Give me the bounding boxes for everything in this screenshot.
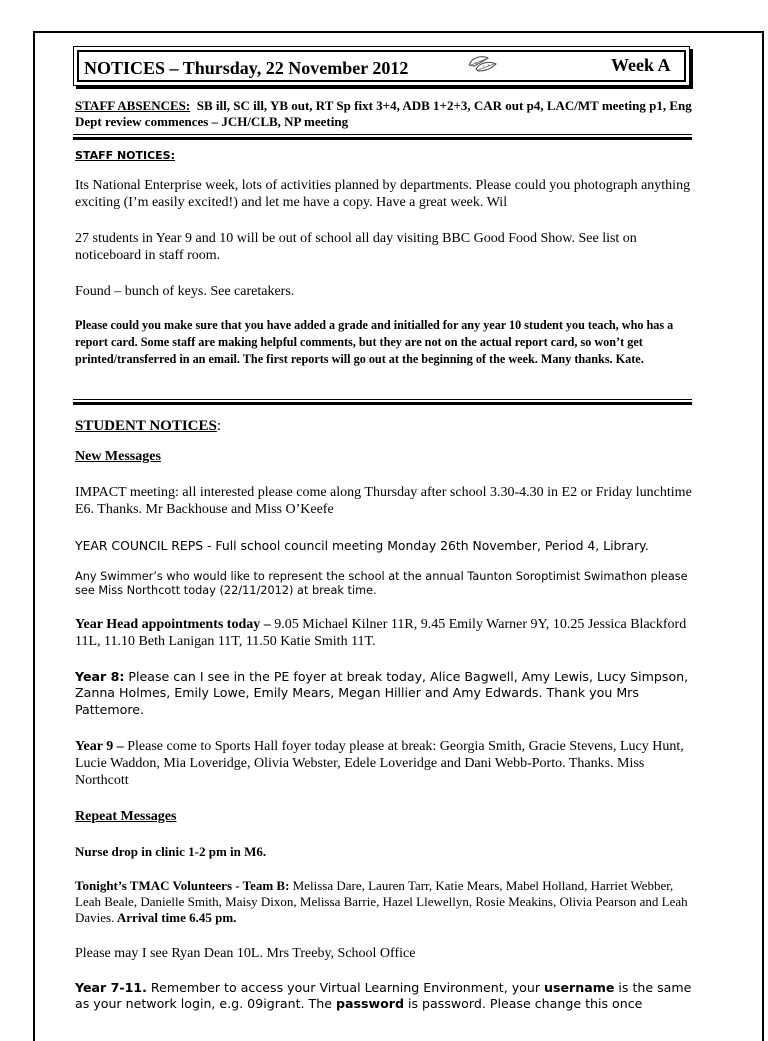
staff-notice-report-card: Please could you make sure that you have added a grade and initialled for any year 10 student you teach, who has a report card. Some staff are making helpful comments, but they are not on the actual report card, so won’t get printed/transferred in an email. The first reports will go out at the beginning of the week. Many thanks. Kate.: [75, 318, 674, 367]
year-head-text: 9.05 Michael Kilner 11R, 9.45 Emily Warner 9Y, 10.25 Jessica Blackford 11L, 11.10 Beth Lanigan 11T, 11.50 Katie Smith 11T.: [75, 617, 687, 650]
staff-absences-text: SB ill, SC ill, YB out, RT Sp fixt 3+4, ADB 1+2+3, CAR out p4, LAC/MT meeting p1, Eng Dept review commences – JCH/CLB, NP meeting: [75, 98, 692, 129]
divider: [73, 399, 692, 400]
notice-nurse: Nurse drop in clinic 1-2 pm in M6.: [75, 844, 267, 859]
header-shadow: [76, 86, 693, 89]
notice-tmac: [75, 878, 695, 926]
staff-notice-enterprise: Its National Enterprise week, lots of activities planned by departments. Please could you photograph anything exciting (I’m easily excited!) and let me have a copy. Have a great week. Wil: [75, 178, 691, 211]
year-8-text: Please can I see in the PE foyer at break today, Alice Bagwell, Amy Lewis, Lucy Simpson, Zanna Holmes, Emily Lowe, Emily Mears, Megan Hillier and Amy Edwards. Thank you Mrs Pattemore.: [75, 669, 689, 717]
staff-notices-heading: STAFF NOTICES:: [75, 149, 176, 162]
year-9-label: Year 9 –: [75, 739, 124, 754]
staff-notice-keys: Found – bunch of keys. See caretakers.: [75, 284, 295, 299]
week-label: Week A: [611, 55, 671, 75]
staff-notice-bbc: 27 students in Year 9 and 10 will be out of school all day visiting BBC Good Food Show. See list on noticeboard in staff room.: [75, 231, 637, 264]
tmac-arrival: Arrival time 6.45 pm.: [114, 909, 237, 925]
vle-password: password: [335, 996, 404, 1012]
staff-absences-label: STAFF ABSENCES:: [75, 98, 191, 113]
student-notices-title: STUDENT NOTICES: [75, 418, 217, 434]
page-title: NOTICES – Thursday, 22 November 2012: [84, 58, 409, 78]
notice-year-9: [75, 738, 695, 789]
year-9-text: Please come to Sports Hall foyer today please at break: Georgia Smith, Gracie Stevens, Lucy Hunt, Lucie Waddon, Mia Loveridge, Olivia Webster, Edele Loveridge and Dani Webb-Porto. Thanks. Miss Northcott: [75, 739, 684, 789]
vle-username: username: [544, 980, 615, 995]
divider: [73, 137, 692, 140]
header-shadow: [690, 49, 693, 89]
notice-ryan-dean: Please may I see Ryan Dean 10L. Mrs Treeby, School Office: [75, 946, 416, 961]
divider: [73, 402, 692, 405]
notice-year-council: YEAR COUNCIL REPS - Full school council meeting Monday 26th November, Period 4, Library.: [75, 538, 649, 553]
repeat-messages-heading: Repeat Messages: [75, 809, 177, 824]
notice-impact: IMPACT meeting: all interested please come along Thursday after school 3.30-4.30 in E2 or Friday lunchtime E6. Thanks. Mr Backhouse and Miss O’Keefe: [75, 485, 692, 518]
divider: [73, 134, 692, 135]
notice-swimmers: Any Swimmer’s who would like to represent the school at the annual Taunton Soroptimist Swimathon please see Miss Northcott today (22/11/2012) at break time.: [75, 570, 688, 598]
notice-year-8: [75, 669, 695, 718]
year-head-label: Year Head appointments today –: [75, 617, 271, 632]
tmac-label: Tonight’s TMAC Volunteers - Team B:: [75, 878, 290, 893]
vle-text-1: Remember to access your Virtual Learning Environment, your: [146, 980, 545, 995]
tmac-text: Melissa Dare, Lauren Tarr, Katie Mears, Mabel Holland, Harriet Webber, Leah Beale, Danielle Smith, Maisy Dixon, Melissa Barrie, Hazel Llewellyn, Rosie Meakins, Olivia Pearson and Leah Davies.: [75, 878, 688, 925]
vle-text-2: is the same as your network login, e.g. 09igrant. The: [75, 980, 692, 1012]
year-8-label: Year 8:: [75, 669, 125, 684]
student-notices-colon: :: [216, 418, 222, 434]
notice-vle: [75, 980, 695, 1013]
notice-year-head: [75, 616, 695, 650]
leaf-icon: [466, 53, 498, 75]
staff-absences: [75, 98, 695, 129]
student-notices-heading: [75, 418, 221, 435]
vle-label: Year 7-11.: [75, 980, 147, 995]
new-messages-heading: New Messages: [75, 449, 161, 464]
vle-text-3: is password. Please change this once: [403, 996, 643, 1012]
